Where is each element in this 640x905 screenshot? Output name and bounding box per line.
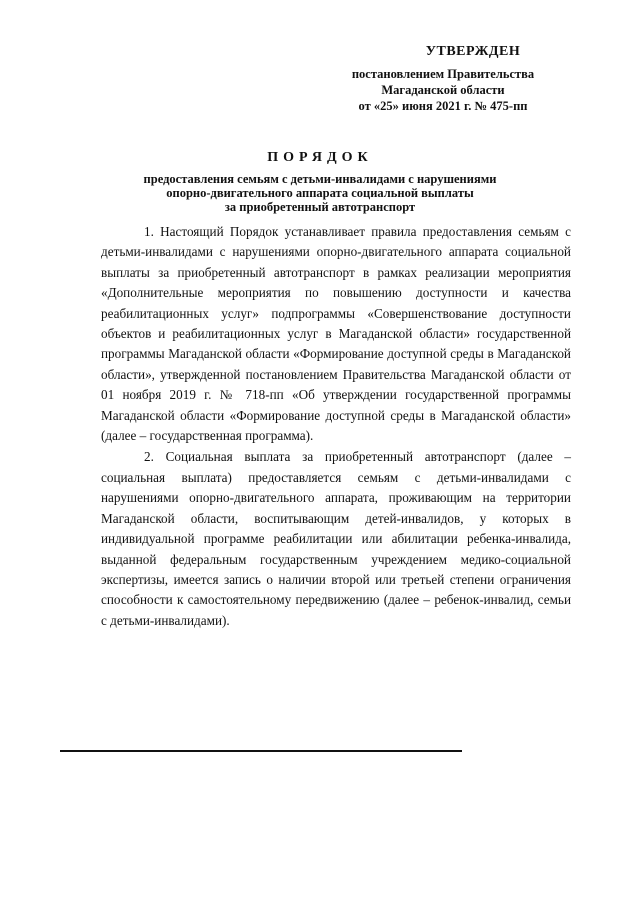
approval-heading: УТВЕРЖДЕН (425, 44, 521, 59)
document-body (101, 222, 571, 631)
subtitle-line-2: опорно-двигательного аппарата социальной выплаты (166, 186, 474, 200)
approval-line-3: от «25» июня 2021 г. № 475-пп (358, 99, 528, 113)
document-title: ПОРЯДОК (267, 150, 373, 165)
approval-line-2: Магаданской области (381, 83, 505, 97)
document-subtitle (130, 172, 510, 214)
paragraph-2: 2. Социальная выплата за приобретенный автотранспорт (далее – социальная выплата) предоставляется семьям с детьми-инвалидами с нарушениями опорно-двигательного аппарата, проживающим на территории Магаданской области, воспитывающим детей-инвалидов, у которых в индивидуальной программе реабилитации или абилитации ребенка-инвалида, выданной федеральным государственным учреждением медико-социальной экспертизы, имеется запись о наличии второй или третьей степени ограничения способности к самостоятельному передвижению (далее – ребенок-инвалид, семьи с детьми-инвалидами). (101, 449, 571, 628)
approval-line-1: постановлением Правительства (351, 67, 535, 81)
subtitle-line-3: за приобретенный автотранспорт (224, 200, 416, 214)
paragraph-1: 1. Настоящий Порядок устанавливает правила предоставления семьям с детьми-инвалидами с нарушениями опорно-двигательного аппарата социальной выплаты за приобретенный автотранспорт в рамках реализации мероприятия «Дополнительные мероприятия по повышению доступности и качества реабилитационных услуг» подпрограммы «Совершенствование доступности объектов и реабилитационных услуг в Магаданской области» государственной программы Магаданской области «Формирование доступной среды в Магаданской области», утвержденной постановлением Правительства Магаданской области от 01 ноября 2019 г. № 718-пп «Об утверждении государственной программы Магаданской области «Формирование доступной среды в Магаданской области» (далее – государственная программа). (101, 224, 571, 444)
approval-block (318, 44, 568, 114)
footnote-divider (60, 750, 462, 752)
subtitle-line-1: предоставления семьям с детьми-инвалидами с нарушениями (143, 172, 497, 186)
